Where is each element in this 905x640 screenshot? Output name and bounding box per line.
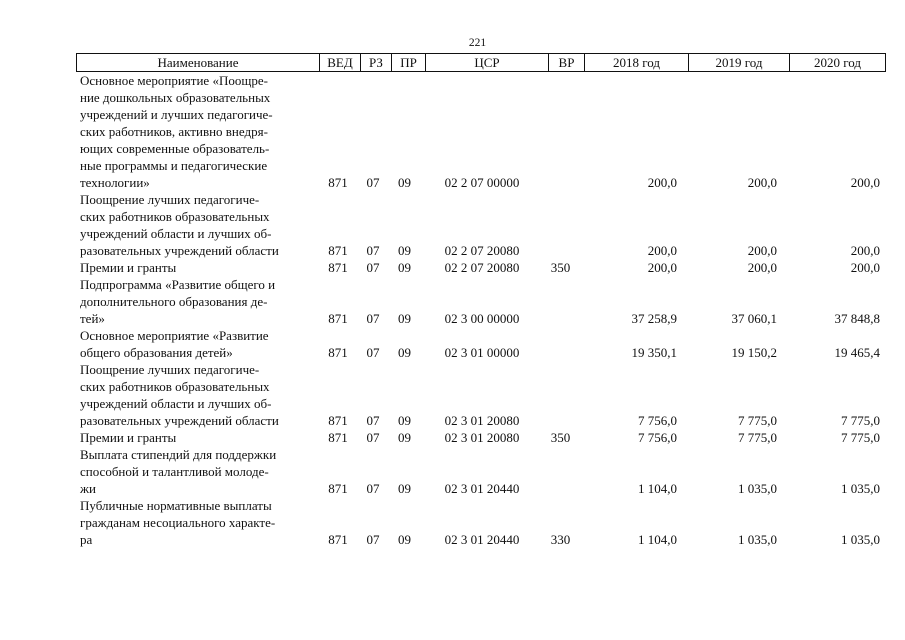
header-2020: 2020 год (789, 54, 885, 71)
row-2019: 19 150,2 (731, 345, 777, 360)
row-2018: 1 104,0 (638, 532, 677, 547)
row-name: Подпрограмма «Развитие общего и дополнительного образования де- тей» (80, 277, 276, 326)
row-ved: 871 (328, 413, 348, 428)
row-2018: 1 104,0 (638, 481, 677, 496)
row-vr: 350 (550, 430, 571, 445)
row-2020: 37 848,8 (834, 311, 880, 326)
row-pr: 09 (398, 175, 411, 190)
row-csr: 02 3 01 20080 (444, 430, 520, 445)
row-rz: 07 (366, 345, 380, 360)
row-2020: 200,0 (850, 175, 880, 190)
row-csr: 02 3 01 20080 (444, 413, 520, 428)
row-2020: 1 035,0 (841, 532, 880, 547)
row-pr: 09 (398, 311, 411, 326)
row-name: Выплата стипендий для поддержки способной и талантливой молоде- жи (80, 447, 277, 496)
row-pr: 09 (398, 413, 411, 428)
row-ved: 871 (328, 311, 348, 326)
header-rz: РЗ (360, 54, 391, 71)
row-pr: 09 (398, 430, 411, 445)
row-2020: 200,0 (850, 260, 880, 275)
table-row (76, 259, 886, 276)
row-name: Премии и гранты (80, 260, 177, 275)
row-vr: 350 (550, 260, 571, 275)
row-ved: 871 (328, 260, 348, 275)
table-row (76, 361, 886, 429)
row-rz: 07 (366, 311, 380, 326)
table-row (76, 446, 886, 497)
row-name: Поощрение лучших педагогиче- ских работников образовательных учреждений области и лучших об- разовательных учреждений области (80, 192, 279, 258)
row-2018: 19 350,1 (631, 345, 677, 360)
table-row (76, 497, 886, 548)
row-pr: 09 (398, 481, 411, 496)
row-2019: 200,0 (747, 243, 777, 258)
row-rz: 07 (366, 481, 380, 496)
row-2020: 1 035,0 (841, 481, 880, 496)
row-2019: 200,0 (747, 175, 777, 190)
row-rz: 07 (366, 413, 380, 428)
table-row (76, 72, 886, 191)
row-vr: 330 (550, 532, 571, 547)
row-2018: 200,0 (647, 243, 677, 258)
row-name: Основное мероприятие «Развитие общего образования детей» (80, 328, 269, 360)
row-pr: 09 (398, 532, 411, 547)
row-pr: 09 (398, 260, 411, 275)
row-name: Основное мероприятие «Поощре- ние дошкольных образовательных учреждений и лучших педагогиче- ских работников, активно внедря- ющих современные образователь- ные программы и педагогические технологии» (80, 73, 273, 190)
header-vr: ВР (548, 54, 584, 71)
row-name: Публичные нормативные выплаты гражданам несоциального характе- ра (80, 498, 276, 547)
row-2019: 1 035,0 (738, 532, 777, 547)
row-csr: 02 3 00 00000 (444, 311, 520, 326)
row-2020: 200,0 (850, 243, 880, 258)
header-name: Наименование (157, 55, 239, 70)
row-name: Поощрение лучших педагогиче- ских работников образовательных учреждений области и лучших об- разовательных учреждений области (80, 362, 279, 428)
row-2020: 19 465,4 (834, 345, 880, 360)
row-pr: 09 (398, 243, 411, 258)
row-csr: 02 3 01 00000 (444, 345, 520, 360)
row-2019: 1 035,0 (738, 481, 777, 496)
table-row (76, 191, 886, 259)
row-ved: 871 (328, 175, 348, 190)
row-rz: 07 (366, 532, 380, 547)
row-ved: 871 (328, 430, 348, 445)
table-header (76, 53, 886, 72)
header-ved: ВЕД (319, 54, 360, 71)
row-csr: 02 2 07 20080 (444, 260, 520, 275)
budget-table (76, 53, 886, 548)
row-2018: 200,0 (647, 260, 677, 275)
row-ved: 871 (328, 532, 348, 547)
row-ved: 871 (328, 481, 348, 496)
row-rz: 07 (366, 243, 380, 258)
row-csr: 02 2 07 20080 (444, 243, 520, 258)
row-2018: 37 258,9 (631, 311, 677, 326)
table-row (76, 429, 886, 446)
row-rz: 07 (366, 260, 380, 275)
header-2019: 2019 год (688, 54, 789, 71)
row-ved: 871 (328, 345, 348, 360)
row-2018: 200,0 (647, 175, 677, 190)
row-2019: 37 060,1 (731, 311, 777, 326)
row-ved: 871 (328, 243, 348, 258)
row-csr: 02 2 07 00000 (444, 175, 520, 190)
row-csr: 02 3 01 20440 (444, 481, 520, 496)
row-rz: 07 (366, 430, 380, 445)
row-2019: 200,0 (747, 260, 777, 275)
table-row (76, 327, 886, 361)
header-csr: ЦСР (425, 54, 548, 71)
row-rz: 07 (366, 175, 380, 190)
row-2020: 7 775,0 (841, 413, 880, 428)
row-pr: 09 (398, 345, 411, 360)
table-body (76, 72, 886, 548)
row-csr: 02 3 01 20440 (444, 532, 520, 547)
row-2018: 7 756,0 (638, 413, 677, 428)
header-2018: 2018 год (584, 54, 688, 71)
table-row (76, 276, 886, 327)
row-2019: 7 775,0 (738, 413, 777, 428)
row-2019: 7 775,0 (738, 430, 777, 445)
row-2020: 7 775,0 (841, 430, 880, 445)
row-2018: 7 756,0 (638, 430, 677, 445)
header-pr: ПР (391, 54, 425, 71)
page-number: 221 (468, 37, 487, 49)
row-name: Премии и гранты (80, 430, 177, 445)
